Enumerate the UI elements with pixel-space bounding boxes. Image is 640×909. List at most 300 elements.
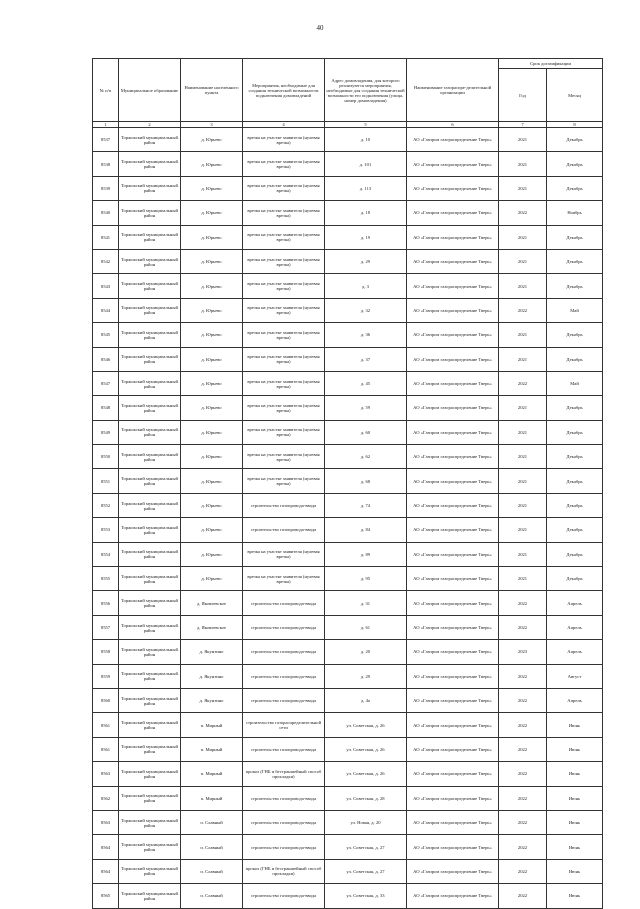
row-number-cell: 8546 <box>93 347 119 371</box>
table-row <box>93 640 603 664</box>
row-number-cell: 8555 <box>93 567 119 591</box>
month-cell: Декабрь <box>547 128 603 152</box>
settlement-cell: д. Якунтино <box>181 664 243 688</box>
measure-cell: строительство газопровода-ввода <box>243 664 325 688</box>
organization-cell: АО «Газпром газораспределение Тверь» <box>407 274 499 298</box>
settlement-cell: д. Юрьево <box>181 249 243 273</box>
column-number: 4 <box>243 122 325 128</box>
municipality-cell: Торжокский муниципальный район <box>119 591 181 615</box>
measure-cell: врезка на участке заявителя (нулевая врезка) <box>243 323 325 347</box>
organization-cell: АО «Газпром газораспределение Тверь» <box>407 323 499 347</box>
table-row <box>93 591 603 615</box>
month-cell: Декабрь <box>547 420 603 444</box>
settlement-cell: п. Мирный <box>181 786 243 810</box>
address-cell: д. 32 <box>325 298 407 322</box>
row-number-cell: 8549 <box>93 420 119 444</box>
row-number-cell: 8565 <box>93 884 119 908</box>
settlement-cell: д. Юрьево <box>181 542 243 566</box>
year-cell: 2021 <box>499 225 547 249</box>
settlement-cell: д. Юрьево <box>181 493 243 517</box>
month-cell: Май <box>547 298 603 322</box>
year-cell: 2023 <box>499 640 547 664</box>
table-row <box>93 688 603 712</box>
header-deadline: Срок догазификации <box>499 59 603 69</box>
year-cell: 2021 <box>499 445 547 469</box>
organization-cell: АО «Газпром газораспределение Тверь» <box>407 249 499 273</box>
row-number-cell: 8537 <box>93 128 119 152</box>
header-month: Месяц <box>547 69 603 122</box>
address-cell: д. 37 <box>325 347 407 371</box>
row-number-cell: 8556 <box>93 591 119 615</box>
row-number-cell: 8548 <box>93 396 119 420</box>
measure-cell: врезка на участке заявителя (нулевая врезка) <box>243 567 325 591</box>
organization-cell: АО «Газпром газораспределение Тверь» <box>407 420 499 444</box>
month-cell: Июнь <box>547 762 603 786</box>
row-number-cell: 8561 <box>93 737 119 761</box>
organization-cell: АО «Газпром газораспределение Тверь» <box>407 762 499 786</box>
municipality-cell: Торжокский муниципальный район <box>119 859 181 883</box>
year-cell: 2021 <box>499 274 547 298</box>
municipality-cell: Торжокский муниципальный район <box>119 835 181 859</box>
settlement-cell: д. Юрьево <box>181 371 243 395</box>
row-number-cell: 8560 <box>93 688 119 712</box>
measure-cell: строительство газопровода-ввода <box>243 810 325 834</box>
settlement-cell: д. Юрьево <box>181 469 243 493</box>
municipality-cell: Торжокский муниципальный район <box>119 688 181 712</box>
address-cell: д. 101 <box>325 152 407 176</box>
year-cell: 2021 <box>499 420 547 444</box>
month-cell: Июнь <box>547 835 603 859</box>
table-row <box>93 420 603 444</box>
municipality-cell: Торжокский муниципальный район <box>119 396 181 420</box>
table-row <box>93 371 603 395</box>
municipality-cell: Торжокский муниципальный район <box>119 445 181 469</box>
municipality-cell: Торжокский муниципальный район <box>119 274 181 298</box>
address-cell: д. 3 <box>325 274 407 298</box>
month-cell: Декабрь <box>547 152 603 176</box>
column-number: 5 <box>325 122 407 128</box>
address-cell: д. 84 <box>325 518 407 542</box>
table-body <box>93 128 603 909</box>
year-cell: 2022 <box>499 371 547 395</box>
year-cell: 2021 <box>499 542 547 566</box>
municipality-cell: Торжокский муниципальный район <box>119 298 181 322</box>
municipality-cell: Торжокский муниципальный район <box>119 128 181 152</box>
settlement-cell: п. Мирный <box>181 713 243 737</box>
column-number: 8 <box>547 122 603 128</box>
address-cell: д. 36 <box>325 323 407 347</box>
settlement-cell: д. Якунтино <box>181 640 243 664</box>
settlement-cell: д. Юрьево <box>181 347 243 371</box>
settlement-cell: д. Юрьево <box>181 128 243 152</box>
municipality-cell: Торжокский муниципальный район <box>119 225 181 249</box>
table-row <box>93 249 603 273</box>
address-cell: д. 18 <box>325 201 407 225</box>
municipality-cell: Торжокский муниципальный район <box>119 518 181 542</box>
settlement-cell: п. Славный <box>181 810 243 834</box>
header-num: № п/п <box>93 59 119 122</box>
measure-cell: врезка на участке заявителя (нулевая врезка) <box>243 176 325 200</box>
month-cell: Декабрь <box>547 347 603 371</box>
month-cell: Декабрь <box>547 323 603 347</box>
table-row <box>93 493 603 517</box>
year-cell: 2021 <box>499 249 547 273</box>
municipality-cell: Торжокский муниципальный район <box>119 615 181 639</box>
year-cell: 2022 <box>499 615 547 639</box>
settlement-cell: д. Юрьево <box>181 274 243 298</box>
organization-cell: АО «Газпром газораспределение Тверь» <box>407 445 499 469</box>
address-cell: д. 19 <box>325 225 407 249</box>
table-row <box>93 396 603 420</box>
row-number-cell: 8554 <box>93 542 119 566</box>
measure-cell: прокол (ГНБ и бестраншейный способ прокладки) <box>243 859 325 883</box>
month-cell: Май <box>547 371 603 395</box>
month-cell: Апрель <box>547 615 603 639</box>
month-cell: Июнь <box>547 737 603 761</box>
municipality-cell: Торжокский муниципальный район <box>119 371 181 395</box>
address-cell: д. 10 <box>325 128 407 152</box>
organization-cell: АО «Газпром газораспределение Тверь» <box>407 518 499 542</box>
settlement-cell: д. Юрьево <box>181 201 243 225</box>
measure-cell: врезка на участке заявителя (нулевая врезка) <box>243 371 325 395</box>
month-cell: Август <box>547 664 603 688</box>
settlement-cell: п. Славный <box>181 835 243 859</box>
municipality-cell: Торжокский муниципальный район <box>119 786 181 810</box>
organization-cell: АО «Газпром газораспределение Тверь» <box>407 615 499 639</box>
header-settlement: Наименование населенного пункта <box>181 59 243 122</box>
organization-cell: АО «Газпром газораспределение Тверь» <box>407 884 499 908</box>
row-number-cell: 8561 <box>93 713 119 737</box>
row-number-cell: 8564 <box>93 835 119 859</box>
table-row <box>93 713 603 737</box>
organization-cell: АО «Газпром газораспределение Тверь» <box>407 567 499 591</box>
organization-cell: АО «Газпром газораспределение Тверь» <box>407 396 499 420</box>
year-cell: 2022 <box>499 298 547 322</box>
measure-cell: врезка на участке заявителя (нулевая врезка) <box>243 152 325 176</box>
year-cell: 2022 <box>499 664 547 688</box>
year-cell: 2021 <box>499 567 547 591</box>
table-row <box>93 445 603 469</box>
settlement-cell: д. Юрьево <box>181 518 243 542</box>
organization-cell: АО «Газпром газораспределение Тверь» <box>407 152 499 176</box>
settlement-cell: д. Юрьево <box>181 298 243 322</box>
table-row <box>93 152 603 176</box>
table-row <box>93 201 603 225</box>
column-number: 2 <box>119 122 181 128</box>
settlement-cell: д. Юрьево <box>181 567 243 591</box>
measure-cell: строительство газопровода-ввода <box>243 493 325 517</box>
table-row <box>93 810 603 834</box>
address-cell: д. 68 <box>325 469 407 493</box>
year-cell: 2022 <box>499 786 547 810</box>
row-number-cell: 8551 <box>93 469 119 493</box>
address-cell: д. 29 <box>325 664 407 688</box>
year-cell: 2022 <box>499 859 547 883</box>
municipality-cell: Торжокский муниципальный район <box>119 762 181 786</box>
year-cell: 2021 <box>499 493 547 517</box>
address-cell: д. 61 <box>325 615 407 639</box>
measure-cell: врезка на участке заявителя (нулевая врезка) <box>243 201 325 225</box>
organization-cell: АО «Газпром газораспределение Тверь» <box>407 493 499 517</box>
organization-cell: АО «Газпром газораспределение Тверь» <box>407 128 499 152</box>
address-cell: д. 113 <box>325 176 407 200</box>
municipality-cell: Торжокский муниципальный район <box>119 323 181 347</box>
table-row <box>93 518 603 542</box>
organization-cell: АО «Газпром газораспределение Тверь» <box>407 688 499 712</box>
address-cell: д. 95 <box>325 567 407 591</box>
header-year: Год <box>499 69 547 122</box>
measure-cell: врезка на участке заявителя (нулевая врезка) <box>243 225 325 249</box>
address-cell: ул. Новая, д. 20 <box>325 810 407 834</box>
measure-cell: строительство газопровода-ввода <box>243 640 325 664</box>
year-cell: 2021 <box>499 396 547 420</box>
municipality-cell: Торжокский муниципальный район <box>119 884 181 908</box>
column-number: 6 <box>407 122 499 128</box>
month-cell: Декабрь <box>547 274 603 298</box>
row-number-cell: 8538 <box>93 152 119 176</box>
organization-cell: АО «Газпром газораспределение Тверь» <box>407 664 499 688</box>
year-cell: 2021 <box>499 128 547 152</box>
month-cell: Декабрь <box>547 249 603 273</box>
table-row <box>93 542 603 566</box>
gasification-table <box>92 58 603 909</box>
measure-cell: врезка на участке заявителя (нулевая врезка) <box>243 542 325 566</box>
row-number-cell: 8558 <box>93 640 119 664</box>
municipality-cell: Торжокский муниципальный район <box>119 542 181 566</box>
municipality-cell: Торжокский муниципальный район <box>119 347 181 371</box>
settlement-cell: д. Юрьево <box>181 420 243 444</box>
measure-cell: строительство газопровода-ввода <box>243 835 325 859</box>
month-cell: Декабрь <box>547 176 603 200</box>
table-row <box>93 786 603 810</box>
row-number-cell: 8543 <box>93 274 119 298</box>
settlement-cell: п. Мирный <box>181 737 243 761</box>
municipality-cell: Торжокский муниципальный район <box>119 493 181 517</box>
table-row <box>93 176 603 200</box>
address-cell: д. 60 <box>325 420 407 444</box>
month-cell: Декабрь <box>547 445 603 469</box>
table-row <box>93 225 603 249</box>
settlement-cell: д. Яковлевское <box>181 615 243 639</box>
table-row <box>93 128 603 152</box>
year-cell: 2021 <box>499 469 547 493</box>
month-cell: Апрель <box>547 640 603 664</box>
year-cell: 2022 <box>499 835 547 859</box>
organization-cell: АО «Газпром газораспределение Тверь» <box>407 298 499 322</box>
address-cell: ул. Советская, д. 26 <box>325 713 407 737</box>
row-number-cell: 8541 <box>93 225 119 249</box>
year-cell: 2022 <box>499 201 547 225</box>
row-number-cell: 8562 <box>93 786 119 810</box>
organization-cell: АО «Газпром газораспределение Тверь» <box>407 347 499 371</box>
month-cell: Декабрь <box>547 493 603 517</box>
organization-cell: АО «Газпром газораспределение Тверь» <box>407 176 499 200</box>
table-row <box>93 274 603 298</box>
address-cell: д. 45 <box>325 371 407 395</box>
year-cell: 2022 <box>499 810 547 834</box>
measure-cell: строительство газопровода-ввода <box>243 737 325 761</box>
settlement-cell: д. Юрьево <box>181 323 243 347</box>
month-cell: Апрель <box>547 688 603 712</box>
measure-cell: строительство газопровода-ввода <box>243 591 325 615</box>
month-cell: Декабрь <box>547 396 603 420</box>
measure-cell: врезка на участке заявителя (нулевая врезка) <box>243 469 325 493</box>
measure-cell: строительство газопровода-ввода <box>243 518 325 542</box>
organization-cell: АО «Газпром газораспределение Тверь» <box>407 591 499 615</box>
row-number-cell: 8547 <box>93 371 119 395</box>
table-row <box>93 347 603 371</box>
address-cell: ул. Советская, д. 26 <box>325 737 407 761</box>
organization-cell: АО «Газпром газораспределение Тверь» <box>407 371 499 395</box>
header-organization: Наименование газораспре-делительной организации <box>407 59 499 122</box>
table-row <box>93 298 603 322</box>
organization-cell: АО «Газпром газораспределение Тверь» <box>407 810 499 834</box>
settlement-cell: п. Славный <box>181 884 243 908</box>
month-cell: Июнь <box>547 859 603 883</box>
settlement-cell: д. Юрьево <box>181 445 243 469</box>
year-cell: 2021 <box>499 347 547 371</box>
measure-cell: строительство газопровода-ввода <box>243 786 325 810</box>
address-cell: д. 4а <box>325 688 407 712</box>
address-cell: д. 29 <box>325 249 407 273</box>
address-cell: д. 62 <box>325 445 407 469</box>
month-cell: Июнь <box>547 810 603 834</box>
row-number-cell: 8542 <box>93 249 119 273</box>
municipality-cell: Торжокский муниципальный район <box>119 152 181 176</box>
address-cell: д. 31 <box>325 591 407 615</box>
municipality-cell: Торжокский муниципальный район <box>119 713 181 737</box>
year-cell: 2022 <box>499 713 547 737</box>
address-cell: д. 20 <box>325 640 407 664</box>
municipality-cell: Торжокский муниципальный район <box>119 567 181 591</box>
table-row <box>93 615 603 639</box>
municipality-cell: Торжокский муниципальный район <box>119 249 181 273</box>
year-cell: 2021 <box>499 323 547 347</box>
year-cell: 2022 <box>499 591 547 615</box>
month-cell: Июнь <box>547 713 603 737</box>
year-cell: 2021 <box>499 152 547 176</box>
year-cell: 2022 <box>499 688 547 712</box>
table-row <box>93 469 603 493</box>
measure-cell: строительство газораспределительной сети <box>243 713 325 737</box>
settlement-cell: д. Юрьево <box>181 152 243 176</box>
header-municipality: Муниципальное образование <box>119 59 181 122</box>
organization-cell: АО «Газпром газораспределение Тверь» <box>407 835 499 859</box>
organization-cell: АО «Газпром газораспределение Тверь» <box>407 201 499 225</box>
measure-cell: врезка на участке заявителя (нулевая врезка) <box>243 445 325 469</box>
settlement-cell: д. Юрьево <box>181 396 243 420</box>
column-number: 7 <box>499 122 547 128</box>
organization-cell: АО «Газпром газораспределение Тверь» <box>407 859 499 883</box>
measure-cell: строительство газопровода-ввода <box>243 688 325 712</box>
year-cell: 2022 <box>499 884 547 908</box>
municipality-cell: Торжокский муниципальный район <box>119 176 181 200</box>
address-cell: д. 74 <box>325 493 407 517</box>
header-measures: Мероприятия, необходимые для создания технической возможности подключения домовладений <box>243 59 325 122</box>
table-row <box>93 762 603 786</box>
table-row <box>93 737 603 761</box>
table-row <box>93 859 603 883</box>
settlement-cell: п. Славный <box>181 859 243 883</box>
measure-cell: врезка на участке заявителя (нулевая врезка) <box>243 347 325 371</box>
measure-cell: врезка на участке заявителя (нулевая врезка) <box>243 298 325 322</box>
row-number-cell: 8564 <box>93 859 119 883</box>
municipality-cell: Торжокский муниципальный район <box>119 201 181 225</box>
month-cell: Декабрь <box>547 518 603 542</box>
measure-cell: врезка на участке заявителя (нулевая врезка) <box>243 396 325 420</box>
row-number-cell: 8545 <box>93 323 119 347</box>
row-number-cell: 8552 <box>93 493 119 517</box>
month-cell: Июнь <box>547 884 603 908</box>
organization-cell: АО «Газпром газораспределение Тверь» <box>407 225 499 249</box>
address-cell: д. 59 <box>325 396 407 420</box>
year-cell: 2022 <box>499 737 547 761</box>
table-row <box>93 664 603 688</box>
municipality-cell: Торжокский муниципальный район <box>119 810 181 834</box>
month-cell: Декабрь <box>547 225 603 249</box>
month-cell: Ноябрь <box>547 201 603 225</box>
month-cell: Декабрь <box>547 469 603 493</box>
municipality-cell: Торжокский муниципальный район <box>119 737 181 761</box>
row-number-cell: 8553 <box>93 518 119 542</box>
address-cell: ул. Советская, д. 33 <box>325 884 407 908</box>
column-number: 3 <box>181 122 243 128</box>
measure-cell: врезка на участке заявителя (нулевая врезка) <box>243 128 325 152</box>
measure-cell: прокол (ГНБ и бестраншейный способ прокладки) <box>243 762 325 786</box>
row-number-cell: 8563 <box>93 762 119 786</box>
organization-cell: АО «Газпром газораспределение Тверь» <box>407 542 499 566</box>
row-number-cell: 8557 <box>93 615 119 639</box>
month-cell: Декабрь <box>547 542 603 566</box>
address-cell: ул. Советская, д. 26 <box>325 762 407 786</box>
municipality-cell: Торжокский муниципальный район <box>119 420 181 444</box>
table-row <box>93 884 603 908</box>
year-cell: 2021 <box>499 176 547 200</box>
measure-cell: строительство газопровода-ввода <box>243 615 325 639</box>
month-cell: Июнь <box>547 786 603 810</box>
settlement-cell: д. Юрьево <box>181 225 243 249</box>
measure-cell: врезка на участке заявителя (нулевая врезка) <box>243 420 325 444</box>
settlement-cell: д. Яковлевское <box>181 591 243 615</box>
table-row <box>93 835 603 859</box>
table-row <box>93 567 603 591</box>
settlement-cell: п. Мирный <box>181 762 243 786</box>
measure-cell: врезка на участке заявителя (нулевая врезка) <box>243 249 325 273</box>
address-cell: ул. Советская, д. 27 <box>325 859 407 883</box>
row-number-cell: 8544 <box>93 298 119 322</box>
row-number-cell: 8563 <box>93 810 119 834</box>
header-address: Адрес домовладения, для которого реализуются мероприятия, необходимые для создания технической возможности его подключения (улица, номер домовладения) <box>325 59 407 122</box>
month-cell: Декабрь <box>547 567 603 591</box>
organization-cell: АО «Газпром газораспределение Тверь» <box>407 713 499 737</box>
measure-cell: врезка на участке заявителя (нулевая врезка) <box>243 274 325 298</box>
organization-cell: АО «Газпром газораспределение Тверь» <box>407 469 499 493</box>
row-number-cell: 8550 <box>93 445 119 469</box>
municipality-cell: Торжокский муниципальный район <box>119 469 181 493</box>
municipality-cell: Торжокский муниципальный район <box>119 664 181 688</box>
column-number: 1 <box>93 122 119 128</box>
measure-cell: строительство газопровода-ввода <box>243 884 325 908</box>
year-cell: 2022 <box>499 762 547 786</box>
settlement-cell: д. Якунтино <box>181 688 243 712</box>
municipality-cell: Торжокский муниципальный район <box>119 640 181 664</box>
row-number-cell: 8540 <box>93 201 119 225</box>
organization-cell: АО «Газпром газораспределение Тверь» <box>407 737 499 761</box>
month-cell: Апрель <box>547 591 603 615</box>
table-row <box>93 323 603 347</box>
settlement-cell: д. Юрьево <box>181 176 243 200</box>
address-cell: д. 89 <box>325 542 407 566</box>
